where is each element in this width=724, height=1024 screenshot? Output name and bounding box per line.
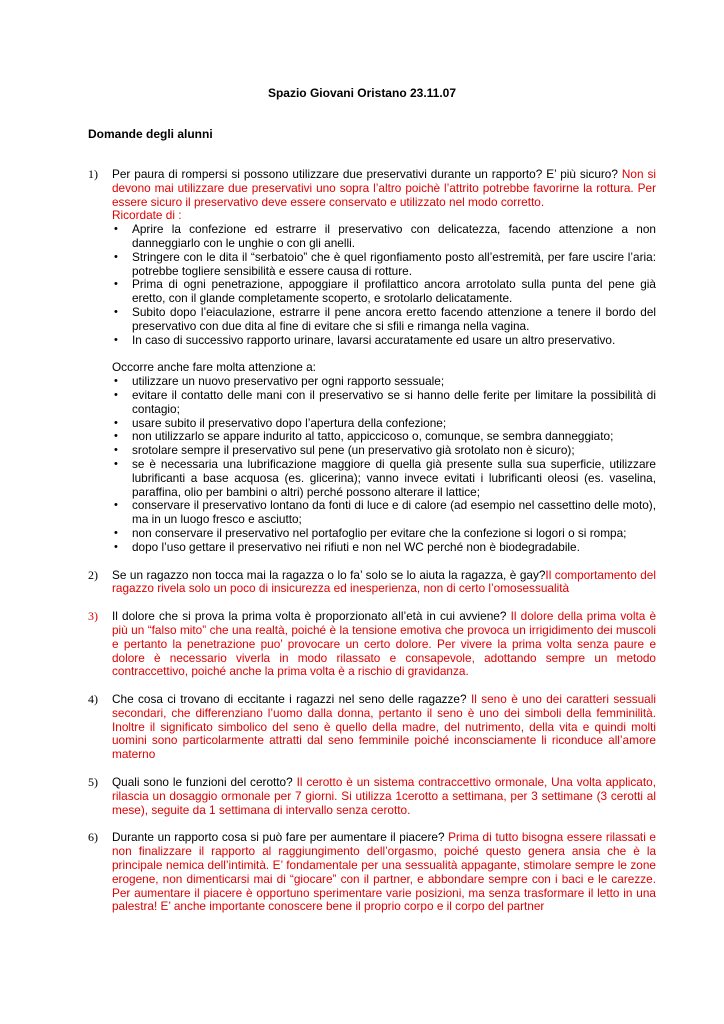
question-number: 2)	[88, 567, 98, 582]
attention-list	[112, 375, 656, 554]
document-title: Spazio Giovani Oristano 23.11.07	[267, 86, 457, 100]
document-subtitle: Domande degli alunni	[88, 127, 213, 141]
question-item-6	[88, 831, 656, 914]
question-paragraph	[112, 776, 656, 817]
question-item-2	[88, 569, 656, 597]
tips-list	[112, 223, 656, 347]
answer-text: Prima di tutto bisogna essere rilassati e non finalizzare il rapporto al raggiungimento dell’orgasmo, poiché questo genera ansia che è la principale nemica dell’intimità. E’ fondamentale per una sessualità appagante, stimolare sempre le zone erogene, non dimenticarsi mai di “giocare” con il partner, e abbondare sempre con i baci e le carezze. Per aumentare il piacere è opportuno sperimentare varie posizioni, ma senza trasformare il letto in una palestra! E’ anche importante conoscere bene il proprio corpo e il corpo del partner	[112, 830, 656, 914]
answer-tail: Ricordate di :	[112, 208, 182, 223]
answer-text: Il cerotto è un sistema contraccettivo ormonale, Una volta applicato, rilascia un dosaggio ormonale per 7 giorni. Si utilizza 1cerotto a settimana, per 3 settimane (3 cerotti al mese), seguite da 1 settimana di intervallo senza cerotto.	[112, 775, 656, 817]
list-item: • usare subito il preservativo dopo l’apertura della confezione;	[112, 417, 656, 431]
question-paragraph	[112, 831, 656, 914]
question-paragraph	[112, 693, 656, 762]
question-number: 6)	[88, 830, 98, 845]
question-item-4	[88, 693, 656, 762]
list-item: • conservare il preservativo lontano da fonti di luce e di calore (ad esempio nel cassettino delle moto), ma in un luogo fresco e asciutto;	[112, 499, 656, 527]
question-number: 5)	[88, 775, 98, 790]
list-item: • srotolare sempre il preservativo sul pene (un preservativo già srotolato non è sicuro);	[112, 444, 656, 458]
question-text: Che cosa ci trovano di eccitante i ragazzi nel seno delle ragazze?	[112, 692, 467, 707]
list-item: • non utilizzarlo se appare indurito al tatto, appiccicoso o, comunque, se sembra danneggiato;	[112, 430, 656, 444]
question-item-5	[88, 776, 656, 817]
question-number: 1)	[88, 167, 98, 181]
list-item: • non conservare il preservativo nel portafoglio per evitare che la confezione si logori o si rompa;	[112, 527, 656, 541]
answer-text: Il comportamento del ragazzo rivela solo un poco di insicurezza ed inesperienza, non di certo l’omosessualità	[112, 567, 656, 596]
list-item: • Aprire la confezione ed estrarre il preservativo con delicatezza, facendo attenzione a non danneggiarlo con le unghie o con gli anelli.	[112, 223, 656, 251]
question-number: 3)	[88, 609, 98, 624]
extra-intro: Occorre anche fare molta attenzione a:	[112, 360, 316, 375]
list-item: • se è necessaria una lubrificazione maggiore di quella già presente sulla sua superficie, utilizzare lubrificanti a base acquosa (es. glicerina); vanno invece evitati i lubrificanti oleosi (es. vaselina, paraffina, olio per bambini o altri) perché possono alterare il lattice;	[112, 458, 656, 499]
questions-list	[88, 168, 656, 914]
list-item: • utilizzare un nuovo preservativo per ogni rapporto sessuale;	[112, 375, 656, 389]
question-text: Durante un rapporto cosa si può fare per aumentare il piacere?	[112, 830, 445, 845]
question-text: Per paura di rompersi si possono utilizzare due preservativi durante un rapporto? E’ più sicuro?	[112, 167, 618, 181]
list-item: • dopo l’uso gettare il preservativo nei rifiuti e non nel WC perché non è biodegradabile.	[112, 541, 656, 555]
question-paragraph	[112, 168, 656, 223]
question-text: Il dolore che si prova la prima volta è proporzionato all’età in cui avviene?	[112, 609, 507, 624]
list-item: • Prima di ogni penetrazione, appoggiare il profilattico ancora arrotolato sulla punta del pene già eretto, con il glande completamente scoperto, e srotolarlo delicatamente.	[112, 278, 656, 306]
question-number: 4)	[88, 692, 98, 707]
list-item: • evitare il contatto delle mani con il preservativo se si hanno delle ferite per limitare la possibilità di contagio;	[112, 389, 656, 417]
list-item: • Subito dopo l’eiaculazione, estrarre il pene ancora eretto facendo attenzione a tenere il bordo del preservativo con due dita al fine di evitare che si sfili e rimanga nella vagina.	[112, 306, 656, 334]
answer-text: Il seno è uno dei caratteri sessuali secondari, che differenziano l’uomo dalla donna, pertanto il seno è uno dei simboli della femminilità. Inoltre il significato simbolico del seno è quello della madre, del nutrimento, della vita e quindi molti uomini sono particolarmente attratti dal seno femminile poiché inconsciamente li riconduce all’amore materno	[112, 692, 656, 762]
question-paragraph	[112, 569, 656, 597]
list-item: • In caso di successivo rapporto urinare, lavarsi accuratamente ed usare un altro preservativo.	[112, 334, 656, 348]
question-text: Se un ragazzo non tocca mai la ragazza o lo fa’ solo se lo aiuta la ragazza, è gay?	[112, 567, 546, 582]
question-item-1	[88, 168, 656, 555]
answer-text: Il dolore della prima volta è più un “falso mito” che una realtà, poiché è la tensione emotiva che provoca un irrigidimento dei muscoli e pertanto la penetrazione puo’ provocare un certo dolore. Per vivere la prima volta senza paure e dolore è necessario viverla in modo rilassato e consapevole, adottando sempre un metodo contraccettivo, poiché anche la prima volta è a rischio di gravidanza.	[112, 609, 657, 679]
list-item: • Stringere con le dita il “serbatoio” che è quel rigonfiamento posto all’estremità, per fare uscire l’aria: potrebbe togliere sensibilità e essere causa di rotture.	[112, 251, 656, 279]
answer-text: Non si devono mai utilizzare due preservativi uno sopra l’altro poichè l’attrito potrebbe favorirne la rottura. Per essere sicuro il preservativo deve essere conservato e utilizzato nel modo corretto.	[112, 167, 656, 209]
question-text: Quali sono le funzioni del cerotto?	[112, 775, 293, 790]
question-item-3	[88, 610, 656, 679]
question-paragraph	[112, 610, 656, 679]
